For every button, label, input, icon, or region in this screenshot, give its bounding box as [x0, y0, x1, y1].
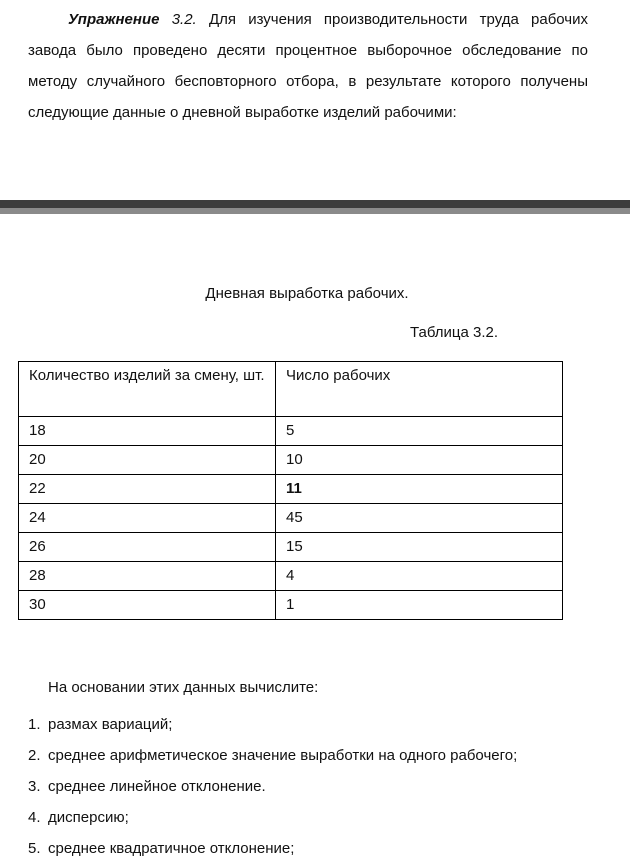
table-row: [19, 475, 563, 504]
header-items-per-shift: Количество изделий за смену, шт.: [19, 362, 276, 417]
list-item: [0, 833, 517, 864]
cell-items: 28: [19, 562, 276, 591]
list-item-number: 4.: [28, 809, 41, 826]
task-list: [0, 709, 517, 864]
list-item: [0, 802, 517, 833]
list-item-number: 2.: [28, 747, 41, 764]
exercise-text: Для изучения производительности труда рабочих завода было проведено десяти процентное выборочное обследование по методу случайного бесповторного отбора, в результате которого получены следующие данные о дневной выработке изделий рабочими:: [28, 11, 588, 121]
list-item-text: среднее линейное отклонение.: [48, 778, 266, 795]
instruction-text: На основании этих данных вычислите:: [48, 679, 319, 696]
table-row: [19, 504, 563, 533]
list-item-text: среднее арифметическое значение выработки на одного рабочего;: [48, 747, 518, 764]
cell-workers: 4: [276, 562, 563, 591]
table-row: [19, 533, 563, 562]
list-item-number: 5.: [28, 840, 41, 857]
page-separator-shade: [0, 208, 630, 214]
cell-items: 18: [19, 417, 276, 446]
output-table: [18, 361, 563, 620]
table-row: [19, 417, 563, 446]
table-number: Таблица 3.2.: [410, 324, 499, 341]
page-separator: [0, 200, 630, 214]
table-caption: Дневная выработка рабочих.: [205, 285, 409, 302]
list-item-text: среднее квадратичное отклонение;: [48, 840, 295, 857]
cell-workers: 1: [276, 591, 563, 620]
cell-workers: 15: [276, 533, 563, 562]
cell-workers: 45: [276, 504, 563, 533]
table-header-row: [19, 362, 563, 417]
cell-workers: 5: [276, 417, 563, 446]
list-item: [0, 709, 517, 740]
cell-items: 26: [19, 533, 276, 562]
cell-workers: 11: [276, 475, 563, 504]
cell-items: 20: [19, 446, 276, 475]
list-item-text: размах вариаций;: [48, 716, 173, 733]
list-item-text: дисперсию;: [48, 809, 129, 826]
table-row: [19, 591, 563, 620]
cell-items: 30: [19, 591, 276, 620]
exercise-label: Упражнение: [68, 11, 160, 28]
cell-workers: 10: [276, 446, 563, 475]
cell-items: 22: [19, 475, 276, 504]
list-item-number: 1.: [28, 716, 41, 733]
header-worker-count: Число рабочих: [276, 362, 563, 417]
cell-items: 24: [19, 504, 276, 533]
exercise-paragraph: [28, 4, 588, 128]
table-row: [19, 446, 563, 475]
exercise-number: 3.2.: [171, 11, 197, 28]
list-item: [0, 771, 517, 802]
list-item-number: 3.: [28, 778, 41, 795]
list-item: [0, 740, 517, 771]
table-row: [19, 562, 563, 591]
